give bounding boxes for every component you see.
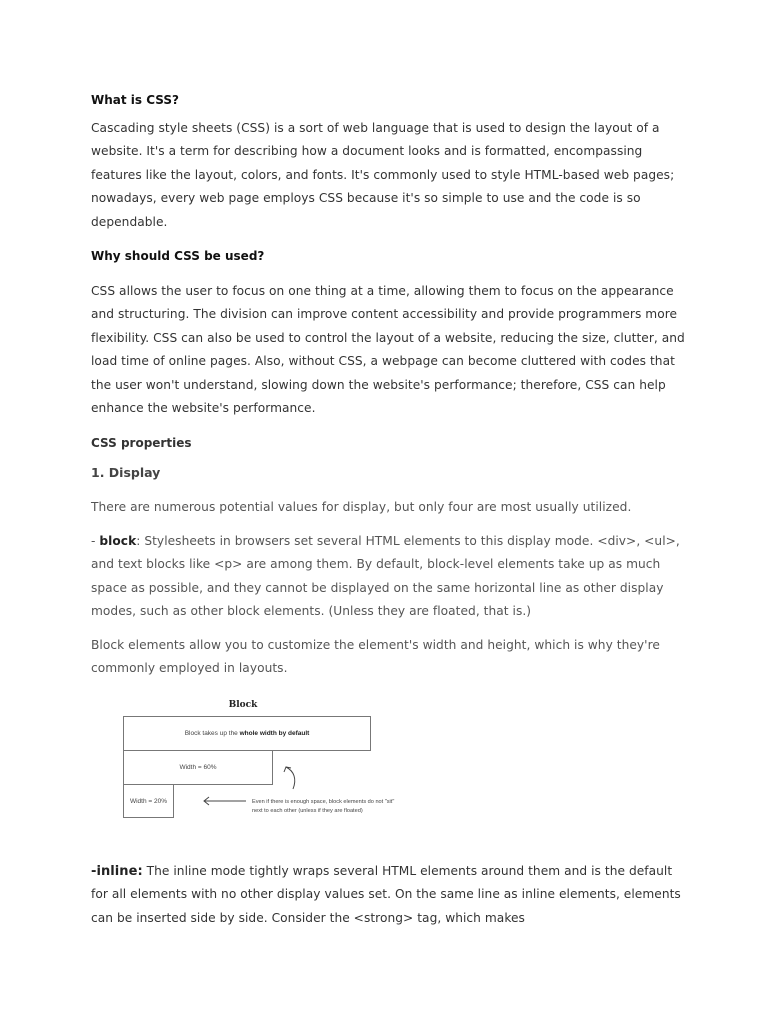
inline-term: -inline: xyxy=(91,864,143,879)
heading-what-is-css: What is CSS? xyxy=(91,93,179,107)
block-20-percent-box xyxy=(123,784,174,818)
box2-label: Width = 60% xyxy=(179,764,217,772)
block-60-percent-box xyxy=(123,750,273,785)
block-prefix: - xyxy=(91,533,100,548)
document-body-lower xyxy=(91,860,691,940)
paragraph-why-css: CSS allows the user to focus on one thing at a time, allowing them to focus on the appearance and structuring. The division can improve content accessibility and provide programmers more flexibility. CSS can also be used to control the layout of a website, reducing the size, clutter, and load time of online pages. Also, without CSS, a webpage can become cluttered with codes that the user won't understand, slowing down the website's performance; therefore, CSS can help enhance the website's performance. xyxy=(91,284,685,416)
left-arrow-icon xyxy=(201,796,247,806)
block-full-width-box xyxy=(123,716,371,751)
paragraph-display-intro: There are numerous potential values for display, but only four are most usually utilized. xyxy=(91,500,632,515)
box1-bold: whole width by default xyxy=(239,730,310,738)
inline-text: The inline mode tightly wraps several HTML elements around them and is the default for all elements with no other display values set. On the same line as inline elements, elements can be inserted side by side. Consider the <strong> tag, which makes xyxy=(91,864,681,925)
block-text: : Stylesheets in browsers set several HTML elements to this display mode. <div>, <ul>, and text blocks like <p> are among them. By default, block-level elements take up as much space as possible, and they cannot be displayed on the same horizontal line as other display modes, such as other block elements. (Unless they are floated, that is.) xyxy=(91,533,680,619)
box1-prefix: Block takes up the xyxy=(184,730,240,738)
heading-display: 1. Display xyxy=(91,465,161,481)
box3-label: Width = 20% xyxy=(129,797,168,805)
curved-up-arrow-icon xyxy=(282,764,302,792)
document-body xyxy=(91,92,691,848)
box1-label xyxy=(185,730,310,737)
paragraph-block-note: Block elements allow you to customize the element's width and height, which is why they're commonly employed in layouts. xyxy=(91,637,660,675)
figure-title: Block xyxy=(228,700,258,711)
heading-css-properties: CSS properties xyxy=(91,436,192,451)
heading-why-css: Why should CSS be used? xyxy=(91,249,265,264)
figure-note: Even if there is enough space, block elements do not "sit" next to each other (unless if they are floated) xyxy=(252,799,395,814)
block-term: block xyxy=(99,533,137,548)
paragraph-block xyxy=(91,530,691,624)
block-diagram-figure xyxy=(119,692,395,834)
paragraph-what-is-css: Cascading style sheets (CSS) is a sort of web language that is used to design the layout of a website. It's a term for describing how a document looks and is formatted, encompassing features like the layout, colors, and fonts. It's commonly used to style HTML-based web pages; nowadays, every web page employs CSS because it's so simple to use and the code is so dependable. xyxy=(91,121,675,229)
paragraph-inline xyxy=(91,860,691,930)
